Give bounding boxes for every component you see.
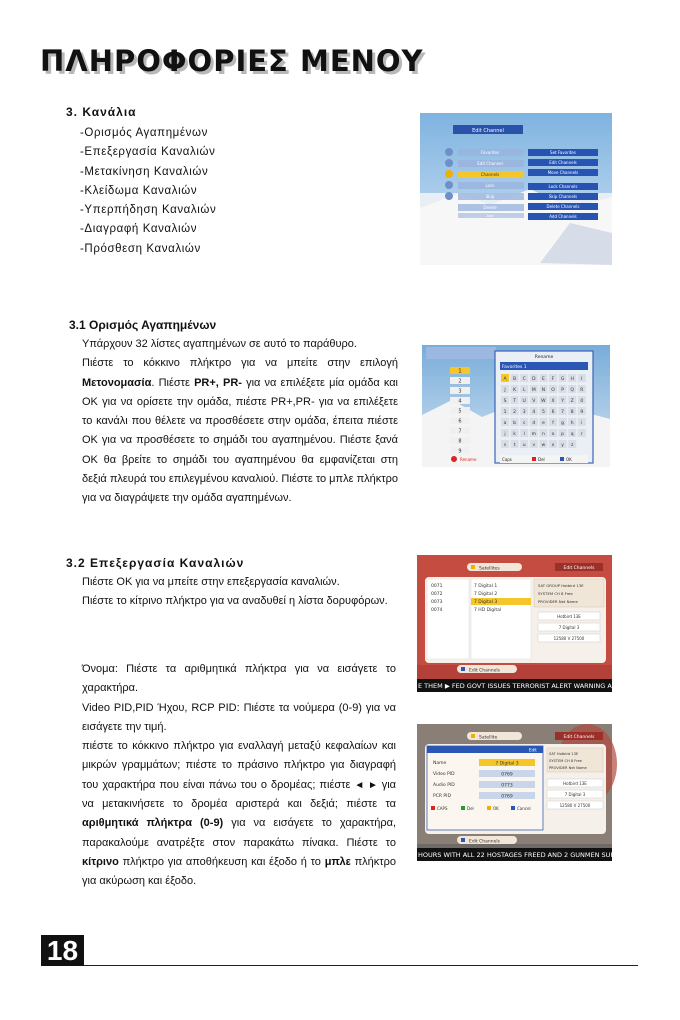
svg-text:7 HD Digital: 7 HD Digital — [474, 608, 502, 613]
footer-del: Del — [538, 457, 545, 462]
footer-ok: OK — [566, 457, 572, 462]
svg-text:3: 3 — [458, 388, 462, 395]
svg-text:Cancel: Cancel — [517, 806, 531, 811]
svg-text:0769: 0769 — [501, 794, 513, 800]
svg-text:Set Favorites: Set Favorites — [550, 150, 576, 155]
section-32-heading: 3.2 Επεξεργασία Καναλιών — [66, 556, 245, 570]
section-3-list — [80, 124, 216, 259]
svg-text:1: 1 — [458, 368, 462, 375]
section-31-heading: 3.1 Ορισμός Αγαπημένων — [69, 318, 217, 332]
svg-text:Channels: Channels — [480, 172, 500, 177]
key-label: Q — [570, 388, 574, 393]
key-label: C — [522, 377, 526, 382]
key-label: W — [541, 399, 546, 404]
key-label: p — [561, 432, 565, 437]
section-32-body-bottom — [82, 660, 396, 892]
key-label: V — [532, 399, 536, 404]
svg-text:7 Digital 3: 7 Digital 3 — [558, 625, 580, 630]
key-label: O — [551, 388, 555, 393]
svg-text:SAT GROUP Hotbird 13E: SAT GROUP Hotbird 13E — [538, 583, 584, 588]
key-label: 5 — [541, 410, 545, 415]
key-label: o — [551, 432, 555, 437]
key-label: 6 — [551, 410, 555, 415]
screenshot-satellite-list — [417, 555, 665, 692]
key-label: X — [551, 399, 555, 404]
list-item: -Πρόσθεση Καναλιών — [80, 242, 201, 255]
paragraph: Όνομα: Πιέστε τα αριθμητικά πλήκτρα για να εισάγετε το χαρακτήρα. — [82, 663, 396, 695]
svg-text:Edit Channels: Edit Channels — [549, 160, 577, 165]
svg-text:12580 V 27500: 12580 V 27500 — [559, 803, 591, 808]
s3-header-left: Satellites — [479, 566, 500, 572]
key-label: j — [504, 432, 506, 437]
svg-text:7 Digital 3: 7 Digital 3 — [495, 761, 519, 767]
key-label: 9 — [580, 410, 584, 415]
svg-text:PROVIDER Net Name: PROVIDER Net Name — [538, 599, 578, 604]
key-label: J — [504, 388, 506, 393]
svg-text:7 Digital 3: 7 Digital 3 — [564, 792, 586, 797]
key-label: M — [531, 388, 536, 393]
svg-text:7 Digital 1: 7 Digital 1 — [474, 584, 498, 589]
key-label: d — [532, 421, 536, 426]
paragraph: Πιέστε το κόκκινο πλήκτρο για να μπείτε στην επιλογή Μετονομασία. Πιέστε PR+, PR- για να επιλέξετε μία ομάδα και OK για να ορίσετε την ομάδα, πιέστε PR+,PR- για να επιλέξετε το κανάλι που θέλετε να προσθέσετε στην ομάδα, έπειτα πιέστε OK για να προσθέσετε το σημάδι του αγαπημένου. Πιέστε ξανά OK θα βρείτε το σημάδι του αγαπημένου θα εμφανίζεται στη δεξιά πλευρά του επιλεγμένου καναλιού. Πιέστε το μπλε πλήκτρο για να διαγράψετε την ομάδα αγαπημένων. — [82, 357, 399, 505]
key-label: U — [522, 399, 526, 404]
s4-tab: Edit — [529, 747, 537, 753]
key-label: v — [532, 443, 536, 448]
s4-footer: Edit Channels — [469, 839, 500, 845]
key-label: I — [581, 377, 583, 382]
svg-text:Add Channels: Add Channels — [549, 214, 577, 219]
key-label: G — [560, 377, 565, 382]
key-label: r — [580, 432, 583, 437]
arrow-left-right-icon: ◄ ► — [354, 779, 382, 791]
key-label: Y — [561, 399, 564, 404]
key-label: B — [513, 377, 517, 382]
key-label: F — [551, 377, 555, 382]
svg-text:Audio PID: Audio PID — [433, 783, 455, 788]
paragraph: Πιέστε το κίτρινο πλήκτρο για να αναδυθεί η λίστα δορυφόρων. — [82, 595, 388, 608]
key-label: b — [513, 421, 517, 426]
svg-text:PCR PID: PCR PID — [433, 794, 451, 799]
list-item: -Διαγραφή Καναλιών — [80, 223, 198, 236]
key-label: A — [503, 377, 507, 382]
key-label: Z — [570, 399, 574, 404]
key-label: z — [571, 443, 574, 448]
page-title: ΠΛΗΡΟΦΟΡΙΕΣ ΜΕΝΟΥ — [40, 44, 424, 78]
svg-text:7 Digital 3: 7 Digital 3 — [474, 600, 498, 605]
svg-text:9: 9 — [458, 448, 462, 455]
screenshot-edit-channel — [417, 724, 661, 861]
paragraph: πιέστε το κόκκινο πλήκτρο για εναλλαγή μεταξύ κεφαλαίων και μικρών γραμμάτων; πιέστε το πράσινο πλήκτρο για διαγραφή του χαρακτήρα που είναι πάνω του ο δρομέας; πιέστε ◄ ► για να μετακινήσετε το δρομέα αριστερά και δεξιά; πιέστε τα αριθμητικά πλήκτρα (0-9) για να εισάγετε το χαρακτήρα, παρακαλούμε ανατρέξτε στον παρακάτω πίνακα. Πιέστε το κίτρινο πλήκτρο για αποθήκευση και έξοδο ή το μπλε πλήκτρο για ακύρωση και έξοδο. — [82, 740, 397, 888]
s3-ticker: E THEM ▶ FED GOVT ISSUES TERRORIST ALERT WARNING AUSTRALIANS NO — [418, 682, 665, 690]
svg-text:Edit Channel: Edit Channel — [477, 161, 503, 166]
section-3-heading: 3. Κανάλια — [66, 105, 137, 119]
svg-text:SAT Hotbird 13E: SAT Hotbird 13E — [549, 752, 579, 756]
svg-text:Lock: Lock — [485, 183, 495, 188]
keyboard-grid — [501, 374, 586, 448]
svg-text:Hotbird 13E: Hotbird 13E — [563, 781, 587, 786]
svg-text:Hotbird 13E: Hotbird 13E — [557, 614, 581, 619]
svg-text:8: 8 — [458, 438, 462, 445]
svg-text:OK: OK — [493, 806, 499, 811]
svg-text:0773: 0773 — [501, 783, 513, 789]
svg-text:CAPS: CAPS — [437, 806, 448, 811]
key-label: s — [503, 443, 507, 448]
svg-text:Skip Channels: Skip Channels — [548, 194, 578, 199]
paragraph: Πιέστε OK για να μπείτε στην επεξεργασία καναλιών. — [82, 576, 340, 588]
list-item: -Μετακίνηση Καναλιών — [80, 165, 209, 178]
key-label: N — [541, 388, 546, 393]
svg-text:Video PID: Video PID — [433, 772, 455, 777]
key-label: m — [531, 432, 536, 437]
svg-text:7: 7 — [458, 428, 462, 435]
svg-text:Delete Channels: Delete Channels — [546, 204, 580, 209]
key-label: h — [570, 421, 574, 426]
svg-text:0071: 0071 — [431, 584, 443, 589]
paragraph: Υπάρχουν 32 λίστες αγαπημένων σε αυτό το παράθυρο. — [82, 338, 357, 350]
svg-text:Lock Channels: Lock Channels — [548, 184, 578, 189]
svg-text:Del: Del — [467, 806, 474, 811]
key-label: 7 — [561, 410, 565, 415]
s4-header-right: Edit Channels — [563, 735, 595, 740]
svg-text:PROVIDER Net Name: PROVIDER Net Name — [549, 766, 587, 770]
key-label: k — [513, 432, 516, 437]
svg-text:Delete: Delete — [483, 205, 497, 210]
key-label: g — [561, 421, 565, 426]
list-item: -Επεξεργασία Καναλιών — [80, 146, 216, 159]
svg-text:5: 5 — [458, 408, 462, 415]
rename-input: Favorites 1 — [502, 365, 527, 370]
svg-text:SYSTEM CH 8 Free: SYSTEM CH 8 Free — [549, 759, 582, 763]
list-item: -Κλείδωμα Καναλιών — [80, 184, 198, 197]
key-label: R — [580, 388, 584, 393]
svg-text:2: 2 — [458, 378, 462, 385]
svg-text:12580 V 27500: 12580 V 27500 — [553, 636, 585, 641]
menu-right-column — [528, 149, 598, 220]
key-label: 2 — [513, 410, 517, 415]
key-label: t — [513, 443, 516, 448]
s3-footer: Edit Channels — [469, 668, 500, 674]
key-label: 1 — [503, 410, 507, 415]
menu-header: Edit Channel — [472, 128, 504, 134]
key-label: y — [561, 443, 564, 448]
footer-rule — [84, 965, 638, 966]
list-item: -Ορισμός Αγαπημένων — [80, 127, 208, 139]
page-number: 18 — [41, 935, 84, 966]
paragraph: Video PID,PID Ήχου, RCP PID: Πιέστε τα νούμερα (0-9) για να εισάγετε την τιμή. — [82, 701, 396, 733]
key-label: x — [551, 443, 555, 448]
key-label: w — [541, 443, 546, 448]
key-label: L — [522, 388, 526, 393]
svg-text:0769: 0769 — [501, 772, 513, 778]
svg-text:Move Channels: Move Channels — [547, 170, 579, 175]
key-label: T — [513, 399, 516, 404]
rename-legend: Rename — [460, 457, 477, 462]
key-label: H — [570, 377, 574, 382]
footer-caps: Caps — [502, 457, 512, 462]
key-label: E — [541, 377, 545, 382]
svg-text:Favorites: Favorites — [480, 150, 500, 155]
svg-text:4: 4 — [458, 398, 462, 405]
key-label: D — [532, 377, 536, 382]
svg-text:Skip: Skip — [485, 194, 495, 199]
s4-header-left: Satellite — [479, 735, 498, 741]
s3-header-right: Edit Channels — [563, 566, 595, 571]
screenshot-rename — [422, 345, 610, 467]
key-label: q — [570, 432, 574, 437]
key-label: 8 — [570, 410, 574, 415]
key-label: l — [523, 432, 525, 437]
s4-ticker: HOURS WITH ALL 22 HOSTAGES FREED AND 2 GUNMEN SURRENDERING ▶ — [418, 851, 661, 859]
section-31-body — [82, 335, 398, 509]
list-item: -Υπερπήδηση Καναλιών — [80, 204, 217, 217]
svg-text:0072: 0072 — [431, 592, 443, 597]
key-label: S — [503, 399, 507, 404]
screenshot-channel-menu — [420, 113, 612, 265]
key-label: 4 — [532, 410, 536, 415]
svg-text:SYSTEM CH 8 Free: SYSTEM CH 8 Free — [538, 591, 573, 596]
key-label: a — [503, 421, 507, 426]
svg-text:Name: Name — [433, 761, 447, 766]
key-label: u — [522, 443, 526, 448]
key-label: 3 — [522, 410, 526, 415]
key-label: e — [542, 421, 545, 426]
rename-header: Rename — [534, 355, 554, 360]
key-label: 0 — [580, 399, 584, 404]
key-label: P — [561, 388, 564, 393]
key-label: c — [522, 421, 526, 426]
key-label: i — [581, 421, 583, 426]
svg-text:7 Digital 2: 7 Digital 2 — [474, 592, 498, 597]
svg-text:6: 6 — [458, 418, 462, 425]
favorite-rows — [450, 367, 470, 455]
section-32-body-top — [82, 573, 396, 612]
key-label: K — [513, 388, 517, 393]
svg-text:0073: 0073 — [431, 600, 443, 605]
key-label: n — [541, 432, 545, 437]
svg-text:0074: 0074 — [431, 608, 443, 613]
key-label: f — [552, 421, 554, 426]
svg-text:Add: Add — [486, 214, 494, 218]
